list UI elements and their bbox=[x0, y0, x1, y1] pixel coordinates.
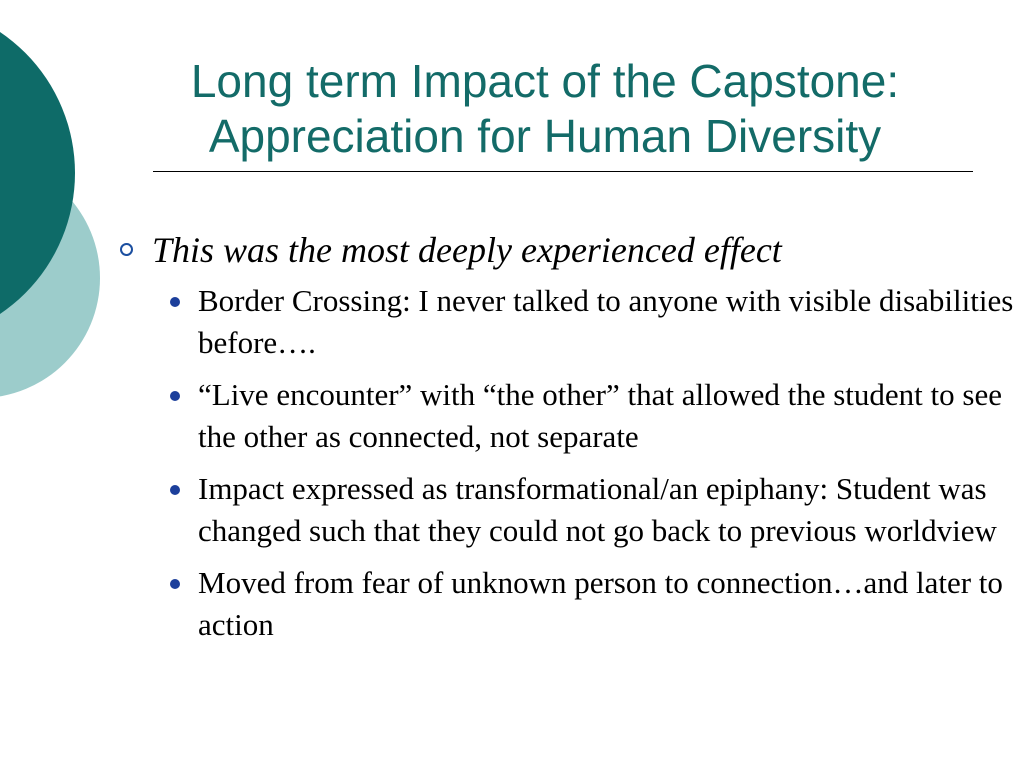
bullet-text: “Live encounter” with “the other” that allowed the student to see the other as connected, not separate bbox=[198, 377, 1002, 454]
slide-title-line-1: Long term Impact of the Capstone: bbox=[190, 55, 900, 107]
bullet-text: Impact expressed as transformational/an epiphany: Student was changed such that they could not go back to previous worldview bbox=[198, 471, 997, 548]
slide-title-line-2: Appreciation for Human Diversity bbox=[208, 110, 882, 162]
bullet-text: Moved from fear of unknown person to connection…and later to action bbox=[198, 565, 1003, 642]
bullet-text: Border Crossing: I never talked to anyone with visible disabilities before…. bbox=[198, 283, 1014, 360]
main-point-text: This was the most deeply experienced effect bbox=[152, 230, 782, 270]
slide-title bbox=[120, 54, 970, 164]
filled-circle-bullet-icon bbox=[170, 485, 180, 495]
title-divider bbox=[153, 171, 973, 172]
bullet-item bbox=[110, 280, 1015, 364]
slide-body bbox=[110, 224, 1015, 656]
filled-circle-bullet-icon bbox=[170, 579, 180, 589]
main-point bbox=[110, 224, 1015, 276]
bullet-item bbox=[110, 374, 1015, 458]
filled-circle-bullet-icon bbox=[170, 297, 180, 307]
bullet-list bbox=[110, 280, 1015, 646]
hollow-circle-bullet-icon bbox=[120, 243, 133, 256]
bullet-item bbox=[110, 562, 1015, 646]
bullet-item bbox=[110, 468, 1015, 552]
filled-circle-bullet-icon bbox=[170, 391, 180, 401]
